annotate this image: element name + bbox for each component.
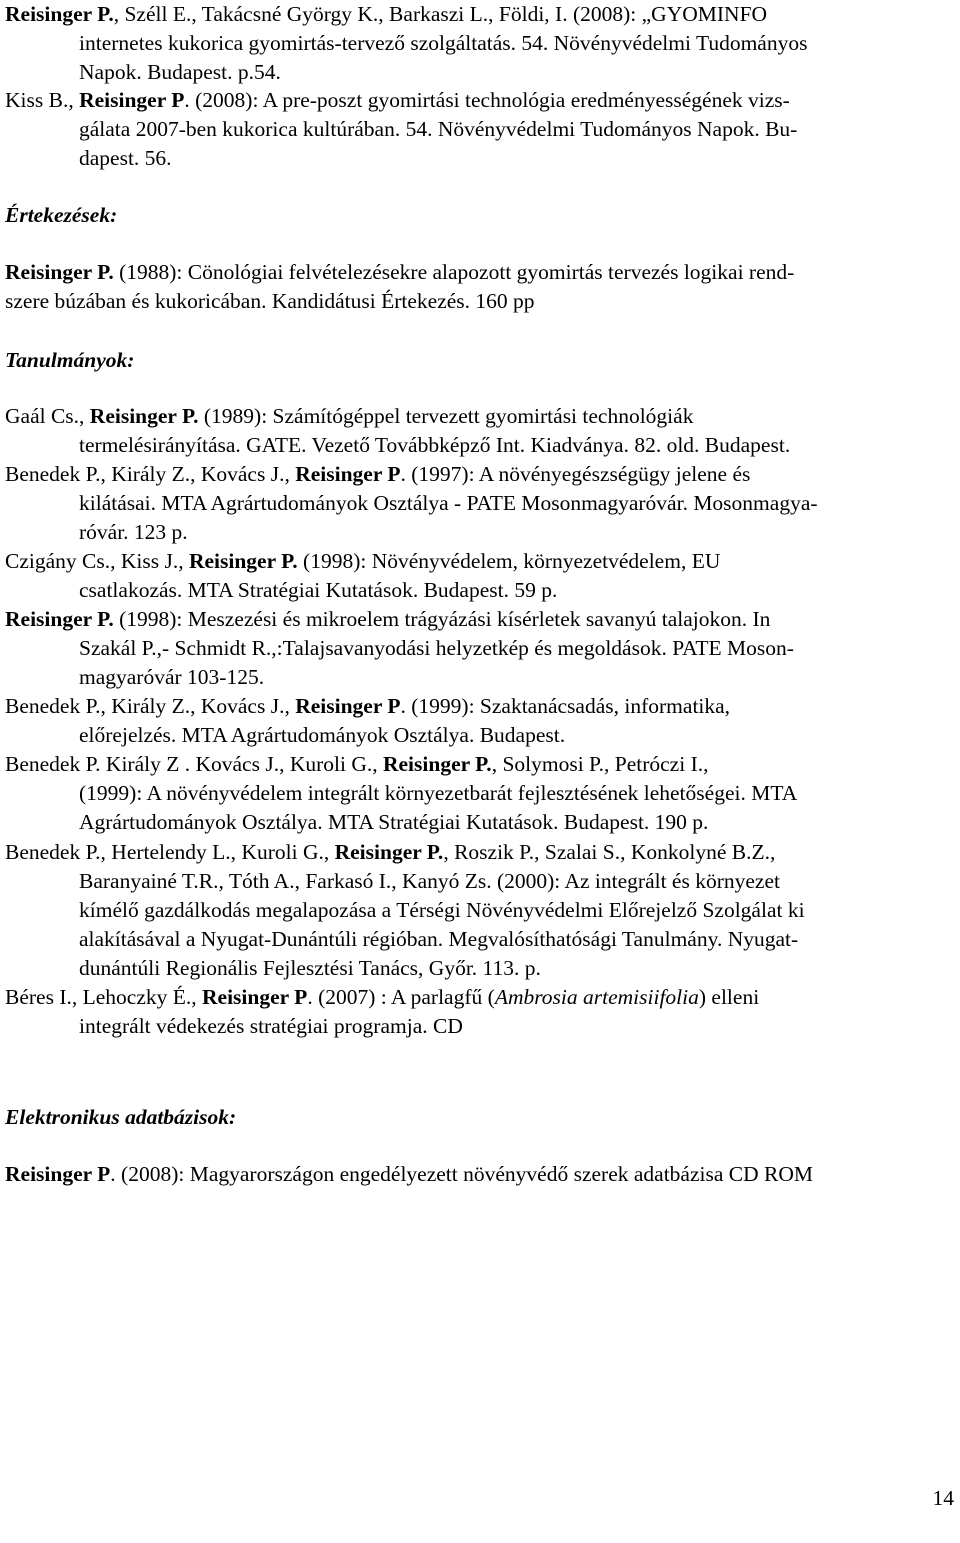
- section-heading-elektronikus: Elektronikus adatbázisok:: [5, 1105, 237, 1129]
- reference-entry: Gaál Cs., Reisinger P. (1989): Számítógéppel tervezett gyomirtási technológiák termelésirányítása. GATE. Vezető Továbbképző Int. Kiadványa. 82. old. Budapest.: [5, 404, 791, 457]
- author-bold: Reisinger P: [202, 985, 308, 1009]
- reference-entry: Reisinger P. (1988): Cönológiai felvételezésekre alapozott gyomirtás tervezés logikai rend- szere búzában és kukoricában. Kandidátusi Értekezés. 160 pp: [5, 260, 795, 313]
- author-bold: Reisinger P.: [5, 2, 114, 26]
- author-bold: Reisinger P.: [188, 549, 298, 573]
- author-bold: Reisinger P.: [382, 752, 492, 776]
- reference-entry: Reisinger P. (1998): Meszezési és mikroelem trágyázási kísérletek savanyú talajokon. In Szakál P.,- Schmidt R.,:Talajsavanyodási helyzetkép és megoldások. PATE Moson- magyaróvár 103-125.: [5, 607, 794, 689]
- author-bold: Reisinger P: [295, 462, 401, 486]
- author-bold: Reisinger P.: [5, 260, 114, 284]
- species-name-italic: Ambrosia artemisiifolia: [494, 985, 699, 1009]
- section-heading-ertekezesek: Értekezések:: [5, 203, 118, 227]
- author-bold: Reisinger P: [79, 88, 185, 112]
- reference-entry: Benedek P., Király Z., Kovács J., Reisinger P. (1999): Szaktanácsadás, informatika, előrejelzés. MTA Agrártudományok Osztálya. Budapest.: [5, 694, 731, 747]
- reference-entry: Benedek P., Király Z., Kovács J., Reisinger P. (1997): A növényegészségügy jelene és kilátásai. MTA Agrártudományok Osztálya - PATE Mosonmagyaróvár. Mosonmagya- róvár. 123 p.: [5, 462, 818, 544]
- page-number: 14: [932, 1486, 954, 1510]
- section-heading-tanulmanyok: Tanulmányok:: [5, 348, 135, 372]
- reference-entry: Reisinger P. (2008): Magyarországon engedélyezett növényvédő szerek adatbázisa CD ROM: [5, 1162, 813, 1186]
- reference-entry: Béres I., Lehoczky É., Reisinger P. (2007) : A parlagfű (Ambrosia artemisiifolia) elleni integrált védekezés stratégiai programja. CD: [5, 985, 760, 1038]
- reference-entry: Czigány Cs., Kiss J., Reisinger P. (1998): Növényvédelem, környezetvédelem, EU csatlakozás. MTA Stratégiai Kutatások. Budapest. 59 p.: [5, 549, 721, 602]
- reference-entry: Benedek P., Hertelendy L., Kuroli G., Reisinger P., Roszik P., Szalai S., Konkolyné B.Z., Baranyainé T.R., Tóth A., Farkasó I., Kanyó Zs. (2000): Az integrált és környezet kímélő gazdálkodás megalapozása a Térségi Növényvédelmi Előrejelző Szolgálat ki alakításával a Nyugat-Dunántúli régióban. Megvalósíthatósági Tanulmány. Nyugat- dunántúli Regionális Fejlesztési Tanács, Győr. 113. p.: [5, 840, 805, 980]
- reference-entry: Reisinger P., Széll E., Takácsné György K., Barkaszi L., Földi, I. (2008): „GYOMINFO internetes kukorica gyomirtás-tervező szolgáltatás. 54. Növényvédelmi Tudományos Napok. Budapest. p.54.: [5, 2, 808, 84]
- author-bold: Reisinger P.: [89, 404, 199, 428]
- author-bold: Reisinger P.: [334, 840, 444, 864]
- author-bold: Reisinger P: [295, 694, 401, 718]
- author-bold: Reisinger P: [5, 1162, 111, 1186]
- reference-entry: Kiss B., Reisinger P. (2008): A pre-poszt gyomirtási technológia eredményességének vizs- gálata 2007-ben kukorica kultúrában. 54. Növényvédelmi Tudományos Napok. Bu- dapest. 56.: [5, 88, 798, 170]
- author-bold: Reisinger P.: [5, 607, 114, 631]
- reference-entry: Benedek P. Király Z . Kovács J., Kuroli G., Reisinger P., Solymosi P., Petróczi I., (1999): A növényvédelem integrált környezetbarát fejlesztésének lehetőségei. MTA Agrártudományok Osztálya. MTA Stratégiai Kutatások. Budapest. 190 p.: [5, 752, 798, 834]
